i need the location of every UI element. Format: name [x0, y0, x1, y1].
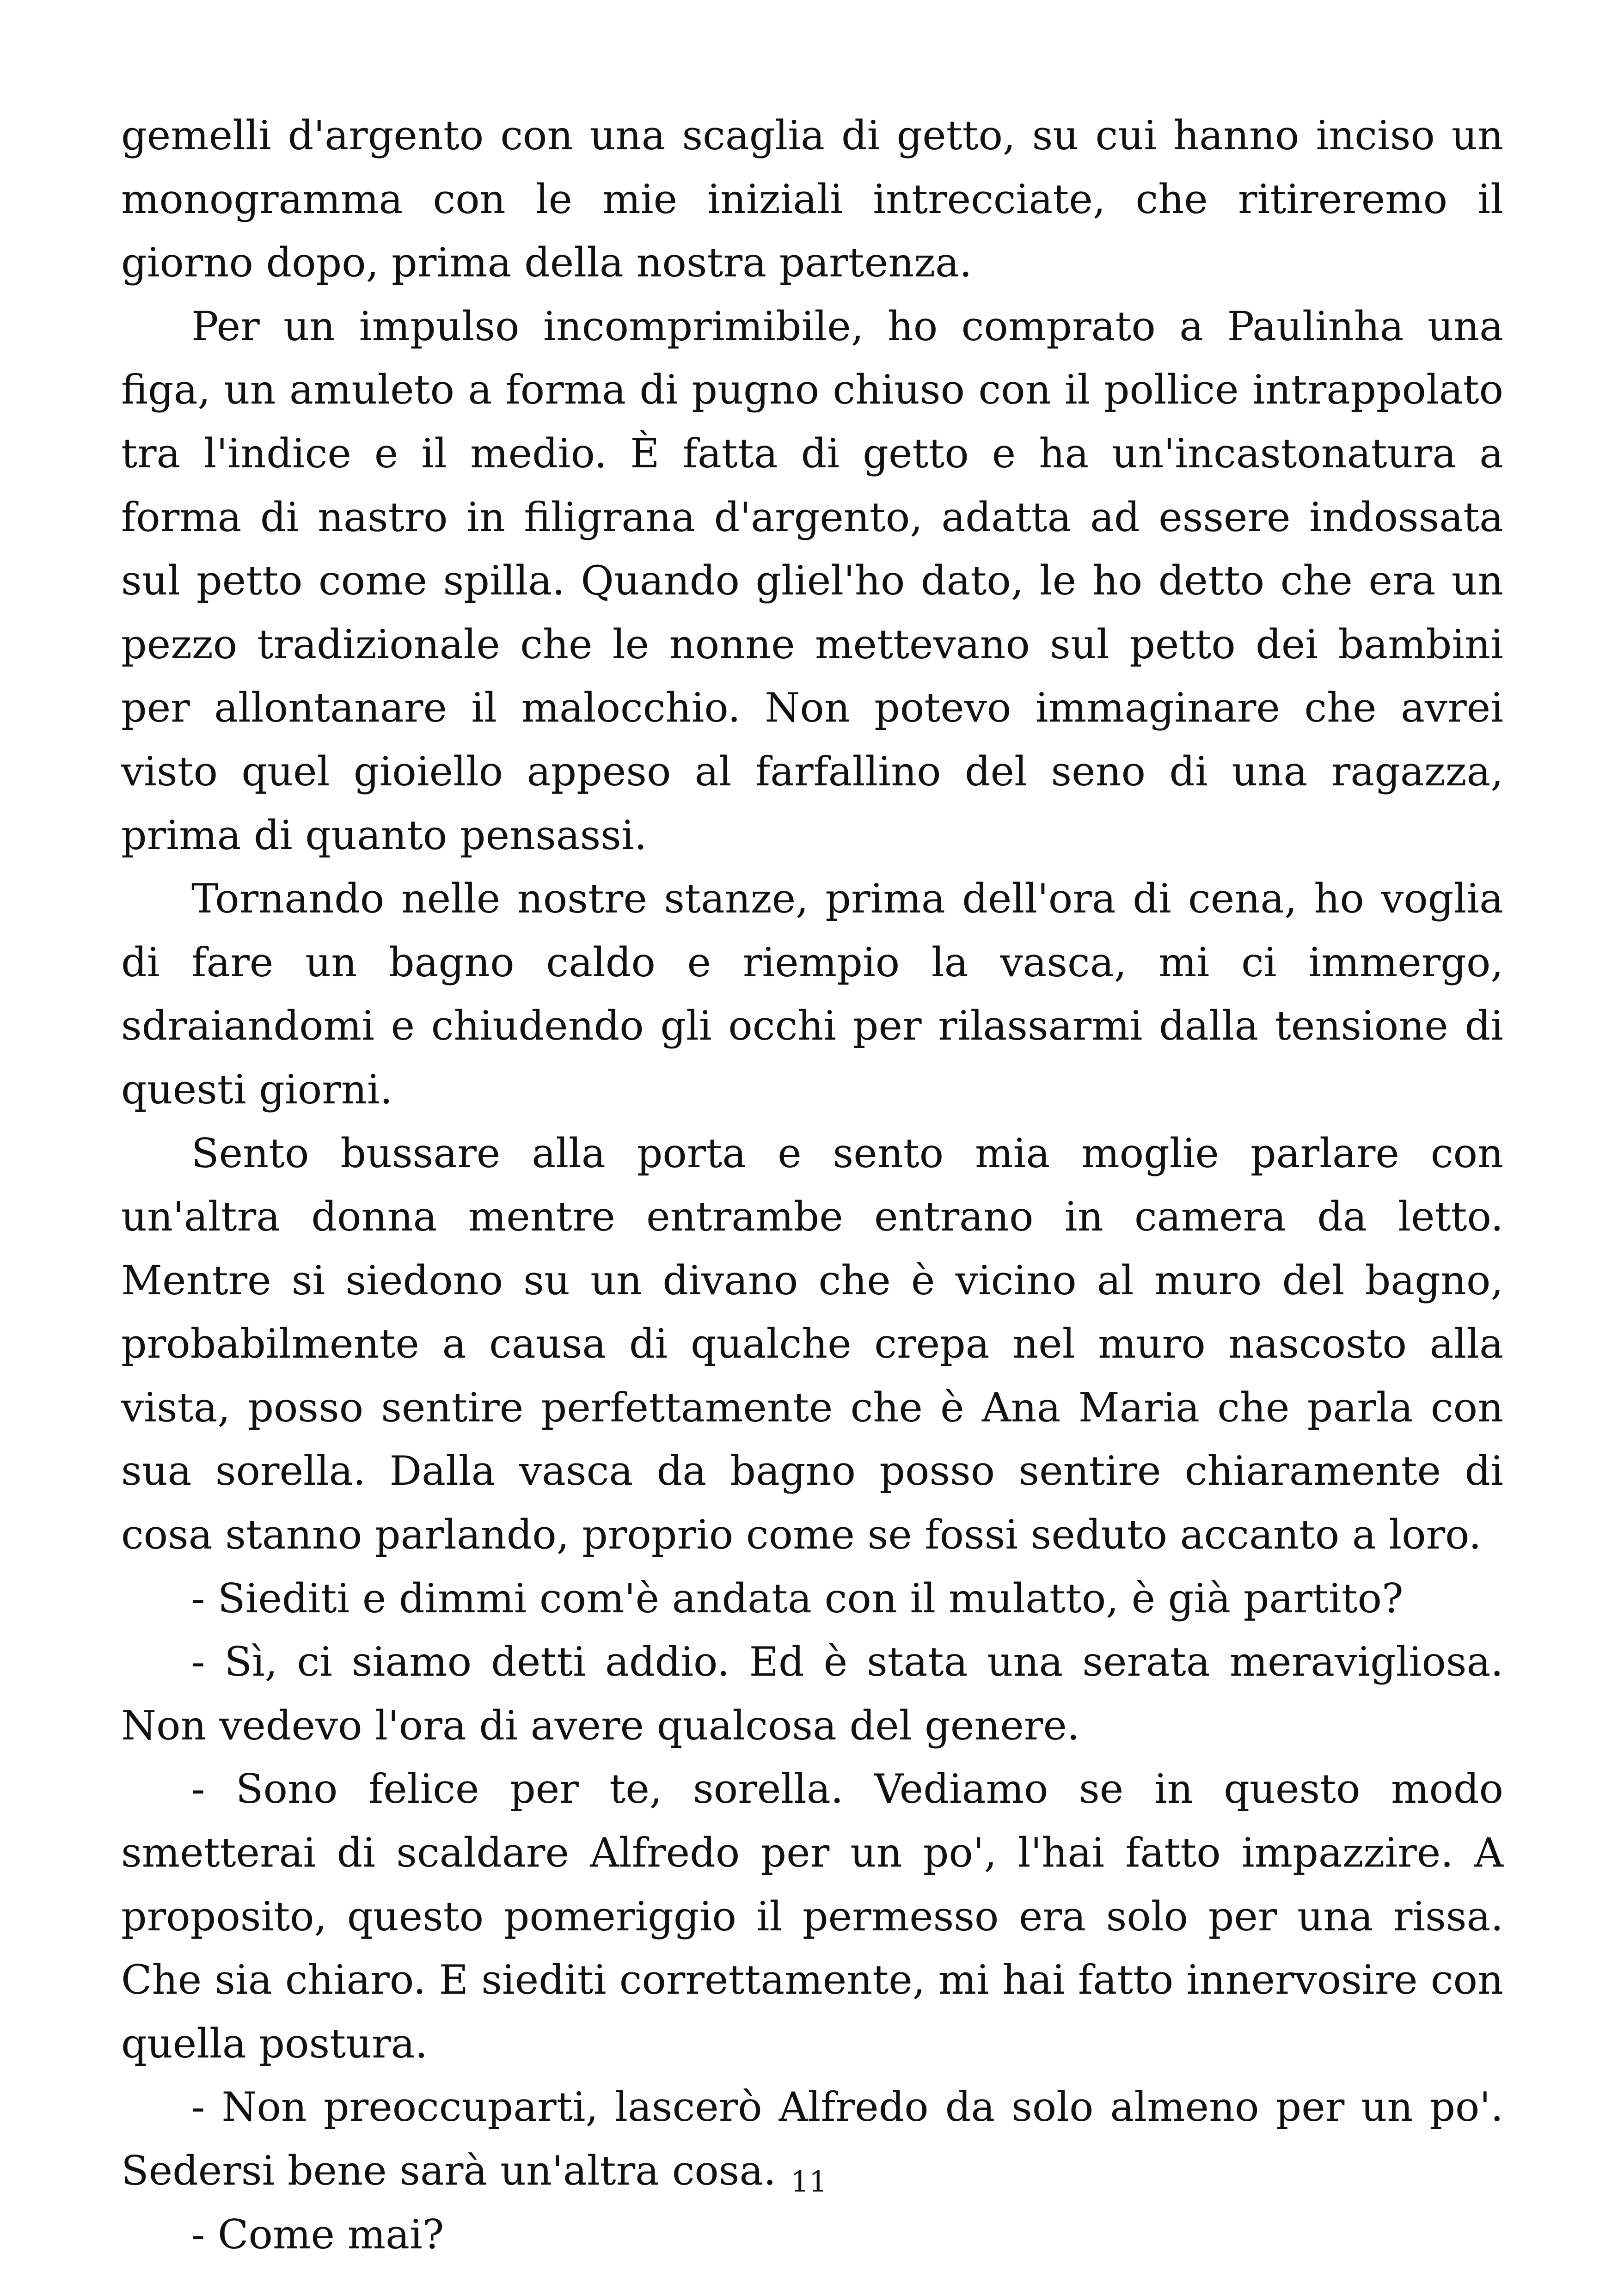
dialogue-line: - Siediti e dimmi com'è andata con il mulatto, è già partito? — [191, 1574, 1403, 1622]
body-text — [121, 104, 1503, 2266]
dialogue-line: - Sì, ci siamo detti addio. Ed è stata una serata meravigliosa. Non vedevo l'ora di avere qualcosa del genere. — [121, 1638, 1503, 1749]
paragraph-overhearing: Sento bussare alla porta e sento mia moglie parlare con un'altra donna mentre entrambe entrano in camera da letto. Mentre si siedono su un divano che è vicino al muro del bagno, probabilmente a causa di qualche crepa nel muro nascosto alla vista, posso sentire perfettamente che è Ana Maria che parla con sua sorella. Dalla vasca da bagno posso sentire chiaramente di cosa stanno parlando, proprio come se fossi seduto accanto a loro. — [121, 1129, 1503, 1559]
dialogue-line: - Non preoccuparti, lascerò Alfredo da solo almeno per un po'. Sedersi bene sarà un'altra cosa. — [121, 2083, 1503, 2194]
paragraph-amulet: Per un impulso incomprimibile, ho comprato a Paulinha una figa, un amuleto a forma di pugno chiuso con il pollice intrappolato tra l'indice e il medio. È fatta di getto e ha un'incastonatura a forma di nastro in filigrana d'argento, adatta ad essere indossata sul petto come spilla. Quando gliel'ho dato, le ho detto che era un pezzo tradizionale che le nonne mettevano sul petto dei bambini per allontanare il malocchio. Non potevo immaginare che avrei visto quel gioiello appeso al farfallino del seno di una ragazza, prima di quanto pensassi. — [121, 302, 1503, 859]
dialogue-line: - Come mai? — [191, 2210, 444, 2258]
paragraph-continuation: gemelli d'argento con una scaglia di getto, su cui hanno inciso un monogramma con le mie iniziali intrecciate, che ritireremo il giorno dopo, prima della nostra partenza. — [121, 112, 1503, 287]
dialogue-line: - Sono felice per te, sorella. Vediamo se in questo modo smetterai di scaldare Alfredo per un po', l'hai fatto impazzire. A proposito, questo pomeriggio il permesso era solo per una rissa. Che sia chiaro. E siediti correttamente, mi hai fatto innervosire con quella postura. — [121, 1765, 1503, 2067]
page-number: 11 — [791, 2165, 827, 2198]
paragraph-bath: Tornando nelle nostre stanze, prima dell'ora di cena, ho voglia di fare un bagno caldo e riempio la vasca, mi ci immergo, sdraiandomi e chiudendo gli occhi per rilassarmi dalla tensione di questi giorni. — [121, 875, 1503, 1113]
